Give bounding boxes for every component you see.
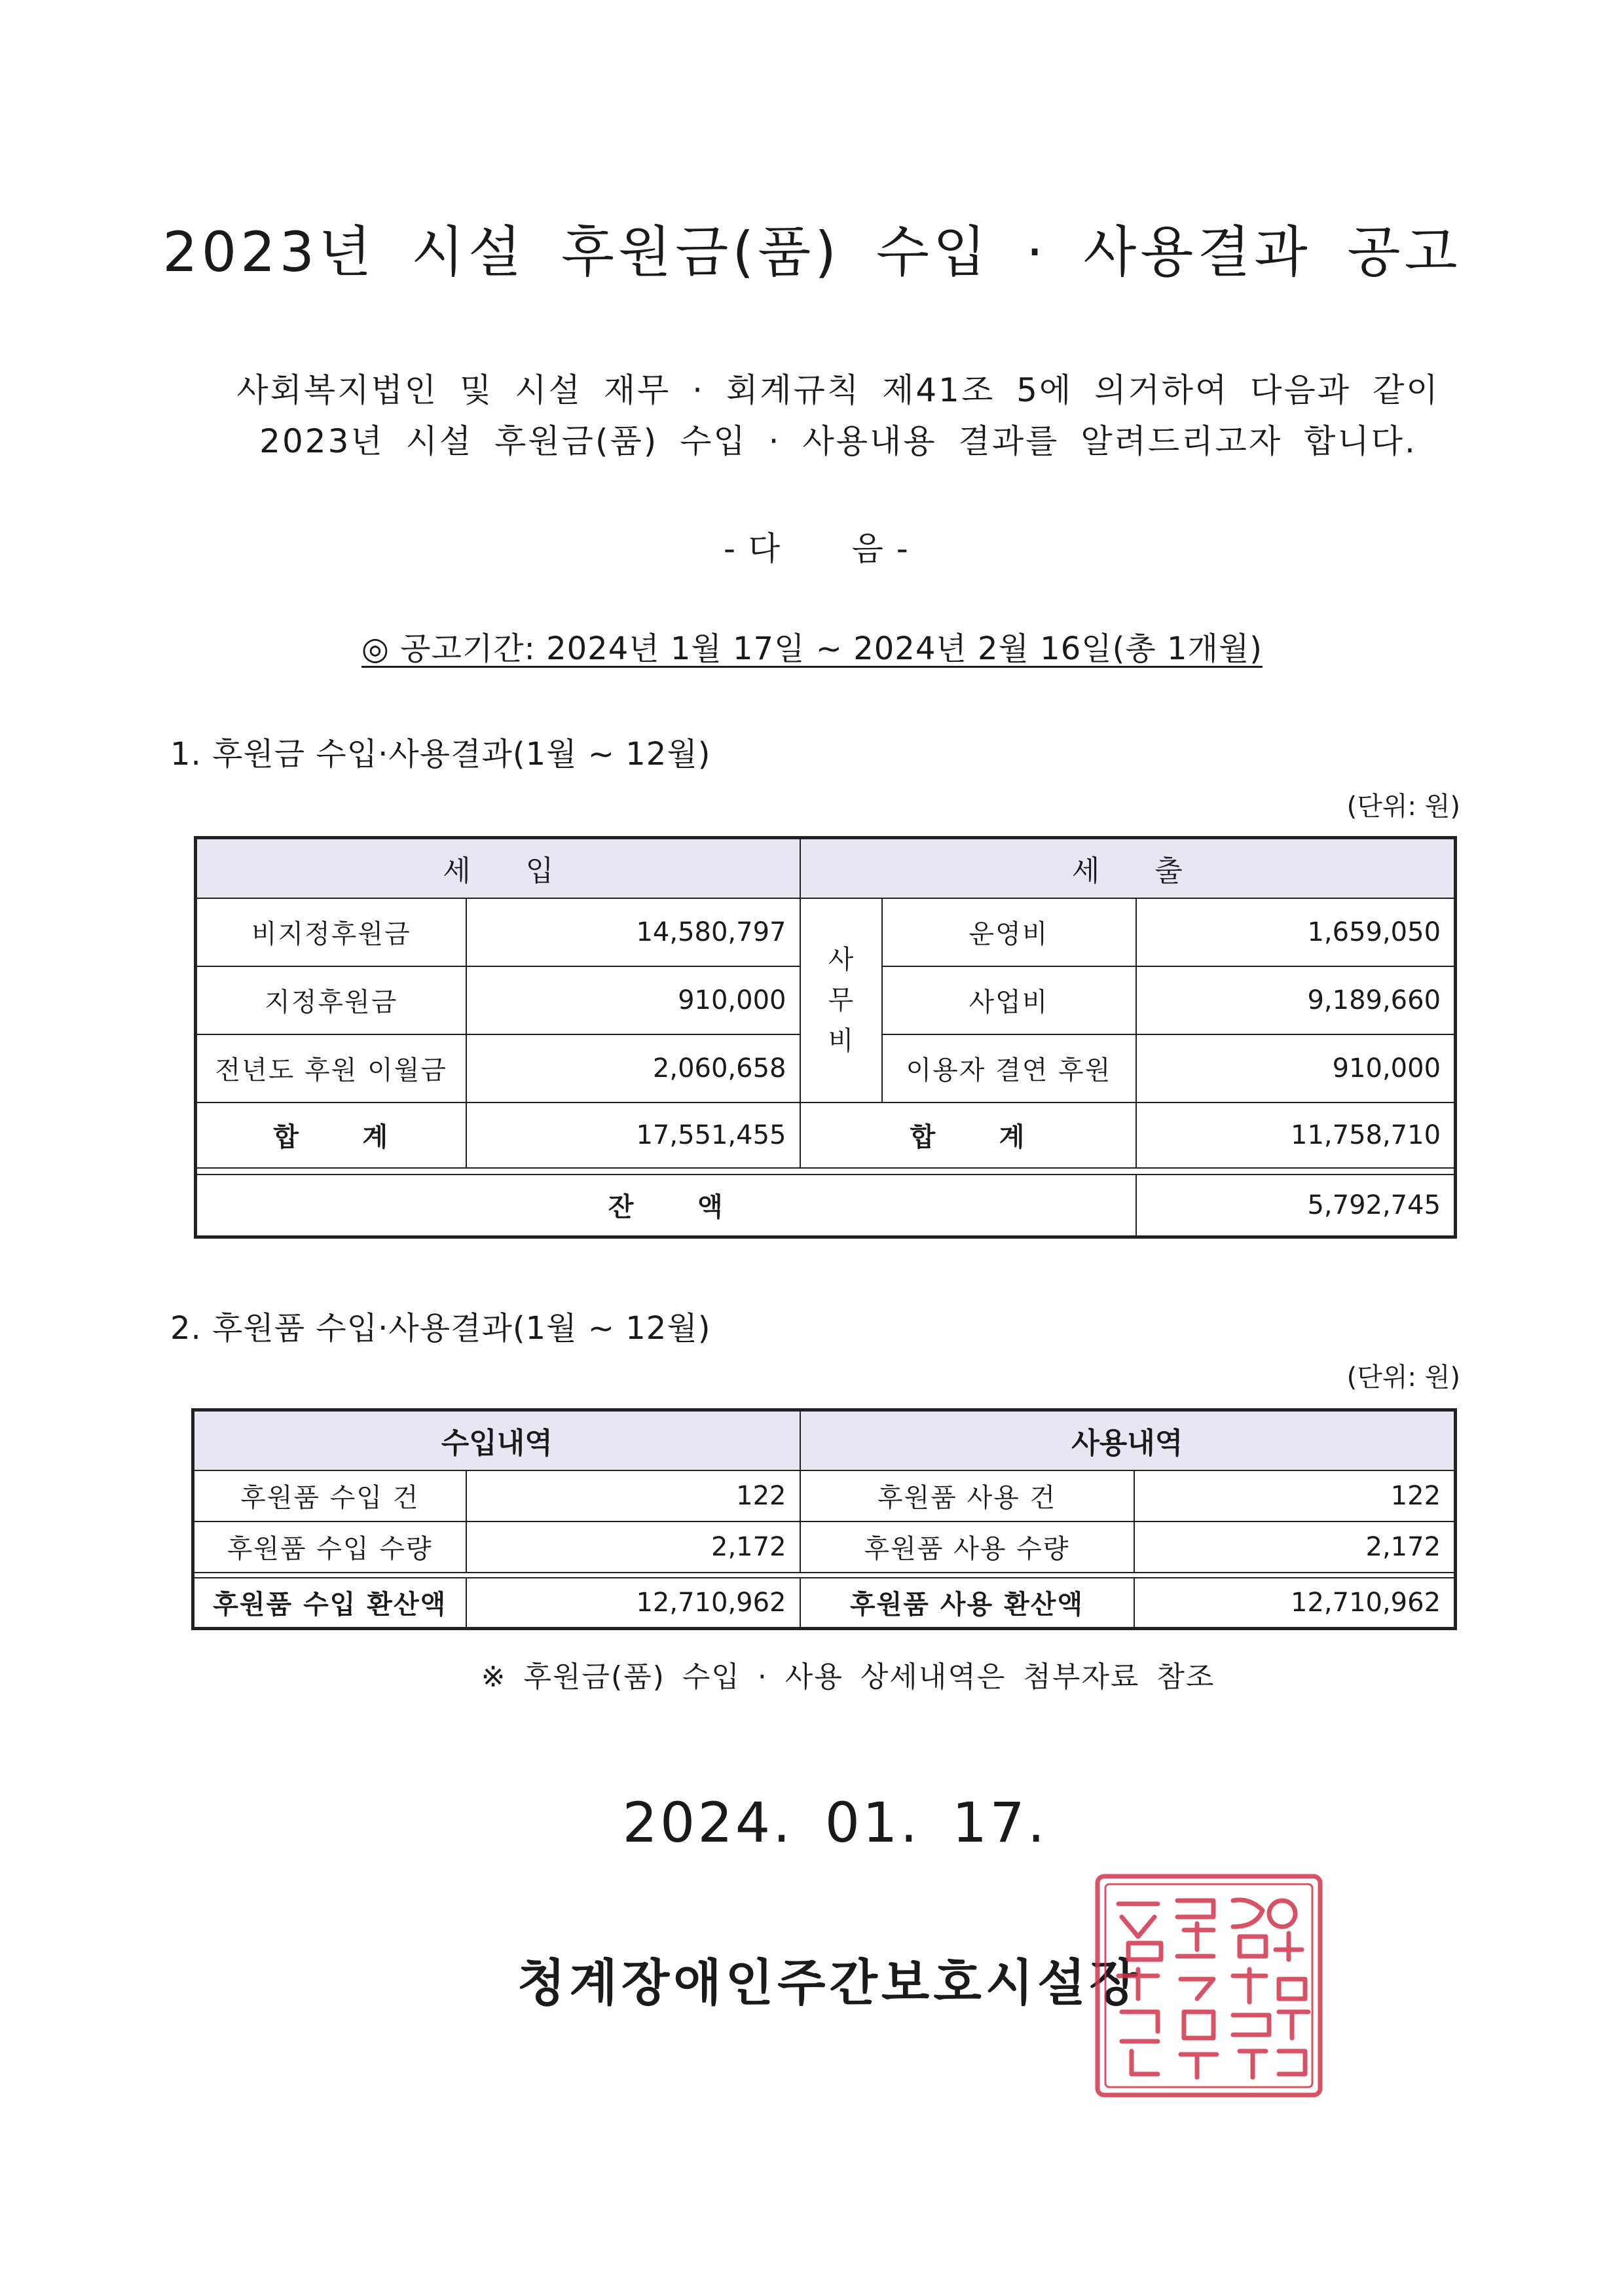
expense-total-value: 11,758,710 — [1136, 1102, 1456, 1168]
official-seal-icon — [1092, 1871, 1325, 2100]
organization-name: 청계장애인주간보호시설장 — [517, 1954, 1141, 2012]
expense-label: 운영비 — [882, 898, 1136, 966]
office-expense-label — [800, 898, 882, 1102]
income-label: 지정후원금 — [196, 966, 466, 1034]
goods-usage-value: 122 — [1134, 1470, 1456, 1522]
goods-usage-label: 후원품 사용 수량 — [800, 1522, 1134, 1573]
goods-income-label: 후원품 수입 건 — [193, 1470, 466, 1522]
table-gap — [193, 1573, 1456, 1578]
daum-heading: - 다 음 - — [724, 530, 910, 568]
expense-value: 9,189,660 — [1136, 966, 1456, 1034]
intro-line-2: 2023년 시설 후원금(품) 수입 · 사용내용 결과를 알려드리고자 합니다. — [259, 422, 1417, 460]
income-label: 전년도 후원 이월금 — [196, 1034, 466, 1102]
donation-goods-table — [191, 1408, 1457, 1630]
expense-label: 사업비 — [882, 966, 1136, 1034]
goods-income-value: 12,710,962 — [466, 1578, 800, 1629]
income-total-value: 17,551,455 — [466, 1102, 800, 1168]
goods-usage-value: 2,172 — [1134, 1522, 1456, 1573]
expense-total-label: 합 계 — [800, 1102, 1136, 1168]
goods-income-label: 후원품 수입 수량 — [193, 1522, 466, 1573]
goods-income-label: 후원품 수입 환산액 — [193, 1578, 466, 1629]
goods-usage-label: 후원품 사용 건 — [800, 1470, 1134, 1522]
goods-income-value: 122 — [466, 1470, 800, 1522]
section2-heading: 2. 후원품 수입·사용결과(1월 ~ 12월) — [170, 1310, 711, 1347]
goods-usage-header: 사용내역 — [800, 1410, 1456, 1470]
balance-label: 잔 액 — [196, 1175, 1136, 1237]
notice-period — [0, 623, 1624, 668]
income-value: 910,000 — [466, 966, 800, 1034]
income-value: 2,060,658 — [466, 1034, 800, 1102]
section1-heading: 1. 후원금 수입·사용결과(1월 ~ 12월) — [170, 736, 711, 773]
goods-income-header: 수입내역 — [193, 1410, 800, 1470]
section2-unit: (단위: 원) — [1346, 1362, 1460, 1393]
office-char: 무 — [828, 985, 854, 1015]
office-char: 비 — [828, 1025, 854, 1056]
expense-value: 1,659,050 — [1136, 898, 1456, 966]
income-header: 세 입 — [196, 838, 800, 898]
goods-usage-label: 후원품 사용 환산액 — [800, 1578, 1134, 1629]
expense-value: 910,000 — [1136, 1034, 1456, 1102]
notice-date: 2024. 01. 17. — [622, 1791, 1048, 1855]
attachment-note: ※ 후원금(품) 수입 · 사용 상세내역은 첨부자료 참조 — [481, 1660, 1215, 1694]
income-label: 비지정후원금 — [196, 898, 466, 966]
intro-line-1: 사회복지법인 및 시설 재무 · 회계규칙 제41조 5에 의거하여 다음과 같이 — [236, 371, 1440, 409]
page-title: 2023년 시설 후원금(품) 수입 · 사용결과 공고 — [162, 220, 1462, 284]
section1-unit: (단위: 원) — [1346, 792, 1460, 822]
donation-money-table — [194, 836, 1457, 1239]
office-char: 사 — [828, 944, 854, 975]
income-total-label: 합 계 — [196, 1102, 466, 1168]
goods-income-value: 2,172 — [466, 1522, 800, 1573]
table-gap — [196, 1168, 1456, 1175]
expense-header: 세 출 — [800, 838, 1456, 898]
income-value: 14,580,797 — [466, 898, 800, 966]
goods-usage-value: 12,710,962 — [1134, 1578, 1456, 1629]
expense-label: 이용자 결연 후원 — [882, 1034, 1136, 1102]
notice-period-text: ◎ 공고기간: 2024년 1월 17일 ~ 2024년 2월 16일(총 1개월) — [361, 630, 1263, 667]
balance-value: 5,792,745 — [1136, 1175, 1456, 1237]
